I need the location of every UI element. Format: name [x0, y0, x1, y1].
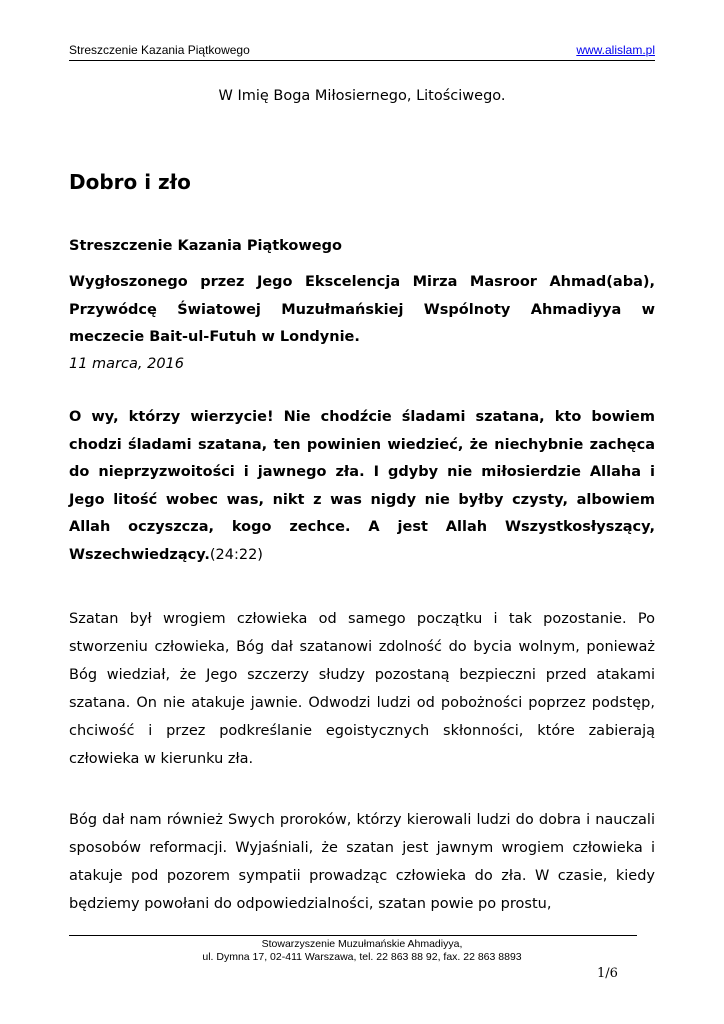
website-link[interactable]: www.alislam.pl [576, 43, 655, 57]
quote-reference: (24:22) [209, 546, 263, 563]
quote-text: O wy, którzy wierzycie! Nie chodźcie śladami szatana, kto bowiem chodzi śladami szatana, ten powinien wiedzieć, że niechybnie zachęca do nieprzyzwoitości i jawnego zła. I gdyby nie miłosierdzie Allaha i Jego litość wobec was, nikt z was nigdy nie byłby czysty, albowiem Allah oczyszcza, kogo zechce. A jest Allah Wszystkosłyszący, Wszechwiedzący. [69, 409, 655, 563]
basmala: W Imię Boga Miłosiernego, Litościwego. [218, 88, 506, 104]
sermon-date: 11 marca, 2016 [69, 356, 185, 372]
quran-quote [69, 404, 655, 569]
footer-organization: Stowarzyszenie Muzułmańskie Ahmadiyya, [261, 938, 463, 950]
page-header [69, 40, 655, 61]
paragraph: Bóg dał nam również Swych proroków, którzy kierowali ludzi do dobra i nauczali sposobów reformacji. Wyjaśniali, że szatan jest jawnym wrogiem człowieka i atakuje pod pozorem sympatii prowadząc człowieka do zła. W czasie, kiedy będziemy powołani do odpowiedzialności, szatan powie po prostu, [69, 812, 655, 912]
header-title: Streszczenie Kazania Piątkowego [69, 43, 250, 57]
paragraph: Szatan był wrogiem człowieka od samego początku i tak pozostanie. Po stworzeniu człowieka, Bóg dał szatanowi zdolność do bycia wolnym, ponieważ Bóg wiedział, że Jego szczerzy słudzy pozostaną bezpieczni przed atakami szatana. On nie atakuje jawnie. Odwodzi ludzi od pobożności poprzez podstęp, chciwość i przez podkreślanie egoistycznych skłonności, które zabierają człowieka w kierunku zła. [69, 611, 655, 767]
footer-divider [69, 935, 637, 936]
page-number: 1/6 [597, 966, 618, 981]
document-title: Dobro i zło [69, 170, 191, 194]
speaker-info: Wygłoszonego przez Jego Ekscelencja Mirza Masroor Ahmad(aba), Przywódcę Światowej Muzułmańskiej Wspólnoty Ahmadiyya w meczecie Bait-ul-Futuh w Londynie. [69, 274, 655, 345]
footer-address: ul. Dymna 17, 02-411 Warszawa, tel. 22 863 88 92, fax. 22 863 8893 [202, 951, 522, 963]
sermon-subtitle: Streszczenie Kazania Piątkowego [69, 238, 342, 254]
